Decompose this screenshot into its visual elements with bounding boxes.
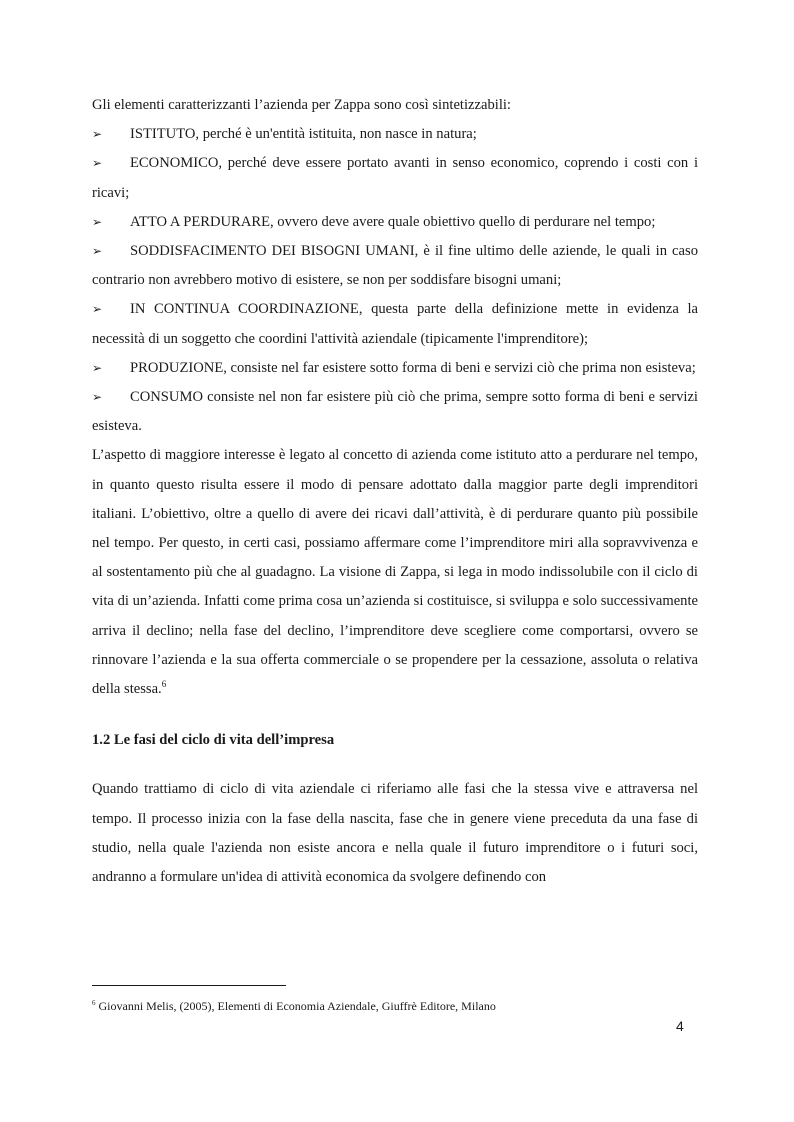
bullet-item — [92, 383, 698, 441]
footnote — [92, 999, 698, 1013]
arrow-bullet-icon: ➢ — [92, 214, 103, 229]
bullet-item — [92, 149, 698, 207]
footnote-divider — [92, 985, 286, 986]
arrow-bullet-icon: ➢ — [92, 244, 103, 259]
paragraph-2: Quando trattiamo di ciclo di vita aziendale ci riferiamo alle fasi che la stessa vive e attraversa nel tempo. Il processo inizia con la fase della nascita, fase che in genere viene preceduta da una fase di studio, nella quale l'azienda non esiste ancora e nella quale il futuro imprenditore o i futuri soci, andranno a formulare un'idea di attività economica da svolgere definendo con — [92, 781, 698, 886]
bullet-item — [92, 237, 698, 295]
arrow-bullet-icon: ➢ — [92, 127, 103, 142]
arrow-bullet-icon: ➢ — [92, 302, 103, 317]
bullet-text: CONSUMO consiste nel non far esistere più ciò che prima, sempre sotto forma di beni e servizi esisteva. — [92, 389, 698, 435]
footnote-reference[interactable]: 6 — [161, 679, 167, 690]
page-number: 4 — [676, 1018, 684, 1034]
arrow-bullet-icon: ➢ — [92, 360, 103, 375]
bullet-item — [92, 208, 698, 237]
footnote-number: 6 — [92, 999, 96, 1007]
section-heading: 1.2 Le fasi del ciclo di vita dell’impresa — [92, 732, 335, 749]
bullet-item — [92, 354, 698, 383]
bullet-text: ATTO A PERDURARE, ovvero deve avere quale obiettivo quello di perdurare nel tempo; — [130, 213, 656, 230]
bullet-text: SODDISFACIMENTO DEI BISOGNI UMANI, è il fine ultimo delle aziende, le quali in caso contrario non avrebbero motivo di esistere, se non per soddisfare bisogni umani; — [92, 243, 698, 289]
bullet-text: ECONOMICO, perché deve essere portato avanti in senso economico, coprendo i costi con i ricavi; — [92, 155, 698, 201]
bullet-text: ISTITUTO, perché è un'entità istituita, non nasce in natura; — [130, 126, 477, 143]
bullet-text: PRODUZIONE, consiste nel far esistere sotto forma di beni e servizi ciò che prima non esisteva; — [130, 359, 696, 376]
arrow-bullet-icon: ➢ — [92, 156, 103, 171]
intro-line: Gli elementi caratterizzanti l’azienda per Zappa sono così sintetizzabili: — [92, 97, 511, 113]
bullet-item — [92, 295, 698, 353]
footnote-text: Giovanni Melis, (2005), Elementi di Economia Aziendale, Giuffrè Editore, Milano — [98, 999, 496, 1013]
bullet-item — [92, 120, 698, 149]
arrow-bullet-icon: ➢ — [92, 390, 103, 405]
bullet-text: IN CONTINUA COORDINAZIONE, questa parte della definizione mette in evidenza la necessità di un soggetto che coordini l'attività aziendale (tipicamente l'imprenditore); — [92, 301, 698, 347]
paragraph-1 — [92, 441, 698, 704]
body-text — [92, 91, 698, 892]
paragraph-1-text: L’aspetto di maggiore interesse è legato al concetto di azienda come istituto atto a perdurare nel tempo, in quanto questo risulta essere il modo di pensare adottato dalla maggior parte degli imprenditori italiani. L’obiettivo, oltre a quello di avere dei ricavi dall’attività, è di perdurare quanto più possibile nel tempo. Per questo, in certi casi, possiamo affermare come l’imprenditore miri alla sopravvivenza e al sostentamento più che al guadagno. La visione di Zappa, si lega in modo indissolubile con il ciclo di vita di un’azienda. Infatti come prima cosa un’azienda si costituisce, si sviluppa e solo successivamente arriva il declino; nella fase del declino, l’imprenditore deve scegliere come comportarsi, ovvero se rinnovare l’azienda e la sua offerta commerciale o se propendere per la cessazione, assoluta o relativa della stessa. — [92, 447, 698, 698]
